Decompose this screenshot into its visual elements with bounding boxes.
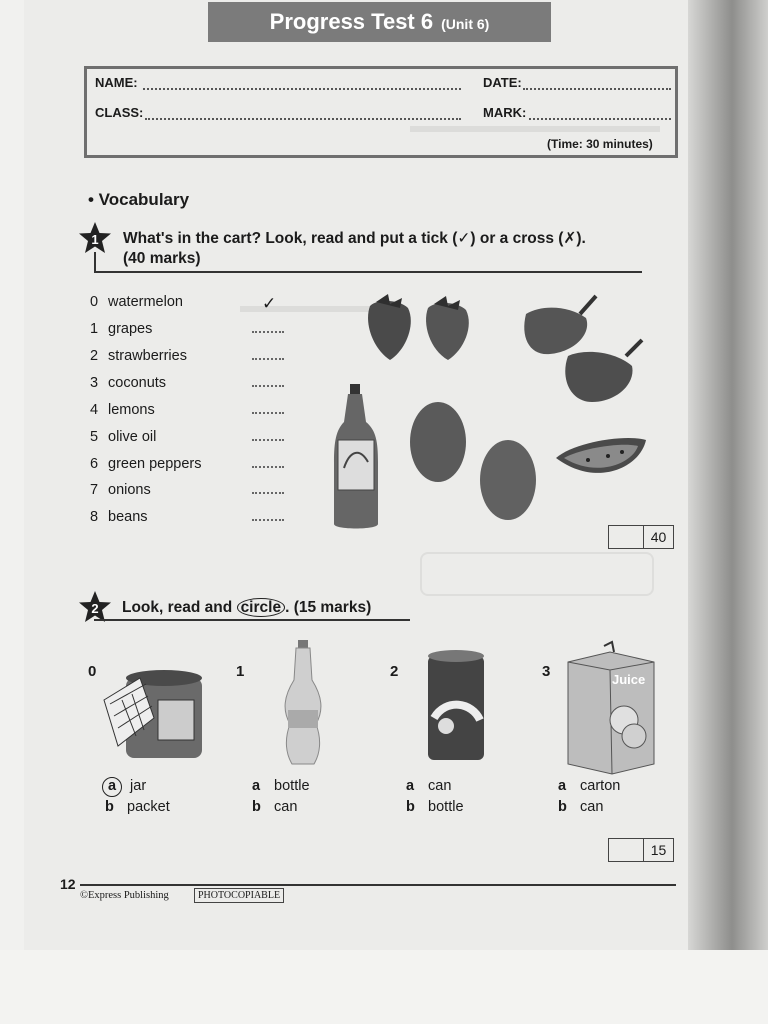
vocab-item	[90, 509, 148, 529]
publisher: ©Express Publishing	[80, 890, 169, 901]
exercise-1-instruction-line2: (40 marks)	[123, 250, 201, 267]
option-letter: b	[558, 799, 567, 815]
vocab-item-number: 4	[90, 402, 99, 418]
item-number: 3	[542, 663, 551, 680]
option-group	[102, 776, 170, 818]
item-number: 1	[236, 663, 245, 680]
option-letter: a	[406, 778, 415, 794]
vocab-item-number: 8	[90, 509, 99, 525]
date-field[interactable]	[523, 88, 671, 90]
cart-illustrations	[360, 292, 680, 542]
exercise-1-instruction	[123, 229, 586, 269]
exercise-2-instruction-circle-word: circle	[237, 598, 286, 617]
option-a[interactable]	[558, 776, 620, 797]
exercise-2-score-box	[608, 838, 674, 862]
option-b[interactable]	[102, 797, 170, 818]
exercise-2-instruction	[122, 598, 371, 618]
page-binding-shadow	[688, 0, 768, 950]
test-title: Progress Test 6	[269, 9, 434, 34]
date-label: DATE:	[483, 75, 522, 90]
item-number: 0	[88, 663, 97, 680]
option-a[interactable]	[252, 776, 310, 797]
vocab-item	[90, 482, 151, 502]
exercise-2-instruction-post: . (15 marks)	[285, 599, 372, 616]
option-text: packet	[127, 799, 170, 815]
exercise-2-rule	[94, 619, 410, 621]
vocab-item-number: 3	[90, 375, 99, 391]
pepper-icon	[565, 340, 642, 402]
exercise-2-max-score: 15	[650, 842, 667, 858]
vocab-item-number: 2	[90, 348, 99, 364]
pepper-icon	[524, 296, 596, 354]
scan-margin	[0, 950, 768, 1024]
option-text: can	[274, 799, 298, 815]
name-field[interactable]	[143, 88, 461, 90]
vocab-item	[90, 321, 152, 341]
strawberry-icon	[368, 294, 411, 360]
juice-label: Juice	[612, 672, 646, 687]
class-label: CLASS:	[95, 105, 144, 120]
vocab-item-number: 6	[90, 456, 99, 472]
option-text: jar	[130, 778, 147, 794]
vocab-item-number: 5	[90, 429, 99, 445]
option-b[interactable]	[406, 797, 464, 818]
option-group	[252, 776, 310, 818]
exercise-1-star-icon	[78, 221, 112, 255]
coconut-icon	[480, 440, 536, 520]
option-group	[406, 776, 464, 818]
test-unit: (Unit 6)	[441, 16, 490, 32]
answer-blank[interactable]	[252, 385, 284, 387]
option-text: carton	[580, 778, 621, 794]
answer-blank[interactable]	[252, 439, 284, 441]
vocab-item-word: green peppers	[108, 456, 202, 472]
vocab-item	[90, 348, 187, 368]
exercise-2-number: 2	[91, 601, 99, 616]
answer-blank[interactable]	[252, 331, 284, 333]
exercise-1-instruction-line1: What's in the cart? Look, read and put a tick (✓) or a cross (✗).	[123, 230, 586, 247]
vocab-item-number: 7	[90, 482, 99, 498]
exercise-1-max-score: 40	[650, 529, 667, 545]
vocab-item-word: grapes	[108, 321, 153, 337]
class-field[interactable]	[145, 118, 461, 120]
option-b[interactable]	[252, 797, 310, 818]
exercise-1-number: 1	[91, 232, 99, 247]
vocab-item	[90, 402, 155, 422]
mark-label: MARK:	[483, 105, 527, 120]
can-icon	[428, 650, 484, 760]
vocab-item	[90, 456, 202, 476]
option-a[interactable]	[406, 776, 464, 797]
exercise-1-rule-vertical	[94, 252, 96, 272]
vocab-item-word: strawberries	[108, 348, 187, 364]
option-text: can	[580, 799, 604, 815]
answer-blank[interactable]	[252, 492, 284, 494]
show-through-ghost	[420, 552, 654, 596]
vocab-item	[90, 375, 166, 395]
exercise-1-score-box	[608, 525, 674, 549]
jar-icon	[104, 670, 202, 758]
footer-rule	[80, 884, 676, 886]
option-letter: b	[252, 799, 261, 815]
page-number: 12	[60, 876, 76, 892]
option-b[interactable]	[558, 797, 620, 818]
answer-blank[interactable]	[252, 519, 284, 521]
option-letter: a	[252, 778, 261, 794]
vocab-item-word: coconuts	[108, 375, 167, 391]
vocab-item-word: beans	[108, 509, 148, 525]
time-limit: (Time: 30 minutes)	[547, 137, 653, 151]
vocab-item	[90, 294, 277, 314]
vocab-item	[90, 429, 156, 449]
exercise-1-rule	[94, 271, 642, 273]
score-input[interactable]	[609, 839, 644, 861]
exercise-2-instruction-pre: Look, read and	[122, 599, 237, 616]
coconut-icon	[410, 402, 466, 482]
vocab-item-number: 0	[90, 294, 99, 310]
section-heading: • Vocabulary	[88, 190, 190, 209]
option-letter: b	[406, 799, 415, 815]
option-text: bottle	[274, 778, 310, 794]
juice-carton-icon	[568, 642, 654, 774]
vocab-item-word: watermelon	[108, 294, 183, 310]
option-text: bottle	[428, 799, 464, 815]
option-group	[558, 776, 620, 818]
answer-blank[interactable]	[252, 358, 284, 360]
option-letter: a	[558, 778, 567, 794]
answer-blank[interactable]	[252, 412, 284, 414]
circled-letter: a	[102, 777, 122, 797]
vocab-item-word: lemons	[108, 402, 155, 418]
test-title-bar	[208, 2, 551, 42]
student-info-box	[84, 66, 678, 158]
option-text: can	[428, 778, 452, 794]
score-input[interactable]	[609, 526, 644, 548]
vocab-item-number: 1	[90, 321, 99, 337]
vocab-item-word: olive oil	[108, 429, 157, 445]
strawberry-icon	[426, 296, 469, 360]
bottle-icon	[285, 640, 321, 764]
mark-field[interactable]	[529, 118, 671, 120]
vocab-item-word: onions	[108, 482, 151, 498]
option-letter: b	[105, 799, 114, 815]
answer-mark: ✓	[262, 294, 277, 313]
watermelon-slice-icon	[556, 438, 646, 473]
option-a[interactable]	[102, 776, 170, 797]
name-label: NAME:	[95, 75, 138, 90]
photocopiable-badge: PHOTOCOPIABLE	[194, 888, 284, 903]
container-illustrations	[84, 640, 664, 770]
answer-blank[interactable]	[252, 466, 284, 468]
item-number: 2	[390, 663, 399, 680]
